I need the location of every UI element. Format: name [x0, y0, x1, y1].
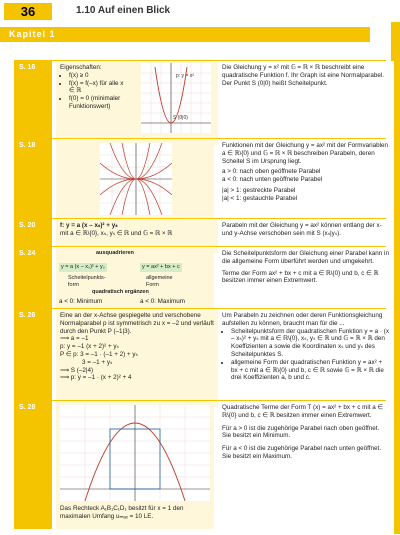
page-title: 1.10 Auf einen Blick [76, 5, 171, 16]
right-text: a > 0: nach oben geöffnete Parabel [222, 168, 321, 176]
right-text: Die Scheitelpunktsform der Gleichung einer Parabel kann in die allgemeine Form überführt werden und umgekehrt. [222, 250, 389, 265]
right-text: a < 0: nach unten geöffnete Parabel [222, 176, 323, 184]
right-text: Terme der Form ax² + bx + c mit a ∈ ℝ\{0} und b, c ∈ ℝ besitzen immer einen Extremwert. [222, 269, 379, 285]
rectangle-parabola-graph [60, 405, 210, 501]
summary-row [14, 400, 386, 529]
vertex-form-box: y = a (x – xₛ)² + yₛ [61, 264, 105, 270]
summary-row [14, 308, 390, 401]
diagram-label: ausquadrieren [96, 250, 134, 256]
left-text: p: y = –1 (x + 2)² + yₛ [60, 343, 119, 351]
bullet: • f(0) = 0 (minimaler Funktionswert) [69, 95, 124, 111]
left-text: ⟹ S (–2|4) [60, 366, 94, 374]
diagram-label: allgemeine Form [146, 275, 173, 288]
left-text: P ∈ p: 3 = –1 · (–1 + 2) + yₛ [60, 350, 138, 358]
left-text: f: y = a (x – xₛ)² + yₛ [60, 222, 118, 229]
normal-parabola-graph [141, 63, 211, 133]
right-text: Quadratische Terme der Form T (x) = ax² + bx + c mit a ∈ ℝ\{0} und b, c ∈ ℝ besitzen immer einen Extremwert. [222, 404, 384, 419]
section-ref: S. 24 [19, 250, 36, 257]
right-text: Die Gleichung y = x² mit 𝔾 = ℝ × ℝ beschreibt eine quadratische Funktion f. Ihr Graph ist eine Normalparabel. Der Punkt S (0|0) heißt Scheitelpunkt. [218, 61, 394, 145]
extremum-note: a < 0: Minimum [59, 298, 103, 305]
page-header [0, 0, 400, 22]
bullet: • f(x) = f(–x) für alle x ∈ ℝ [69, 80, 124, 96]
left-text: Das Rechteck A₁B₁C₁D₁ besitzt für x = 1 den maximalen Umfang uₘₐₓ = 10 LE. [60, 505, 184, 520]
page-number: 36 [4, 3, 52, 20]
section-ref: S. 18 [19, 142, 36, 149]
extremum-note: a < 0: Maximum [140, 298, 185, 305]
left-text: 3 = –1 + yₛ [82, 358, 113, 366]
diagram-label: Scheitelpunkts-form [68, 275, 106, 288]
right-text: Für a < 0 ist die zugehörige Parabel nach unten geöffnet. Sie besitzt ein Maximum. [222, 445, 381, 460]
right-text: |a| > 1: gestreckte Parabel [222, 186, 296, 194]
summary-row [14, 218, 386, 247]
right-text: |a| < 1: gestauchte Parabel [222, 194, 298, 202]
section-ref: S. 16 [19, 64, 36, 71]
left-text: Eine an der x-Achse gespiegelte und verschobene Normalparabel p ist symmetrisch zu x = –2 und verläuft durch den Punkt P (–1|3). [60, 312, 214, 335]
bullet: • Scheitelpunktsform der quadratischen Funktion y = a · (x – xₛ)² + yₛ mit a ∈ ℝ\{0}, xₛ, yₛ ∈ ℝ und 𝔾 = ℝ × ℝ den Koeffizienten a sowie die Koordinaten xₛ und yₛ des Scheitelpunktes S. [231, 328, 390, 359]
section-ref: S. 28 [19, 404, 36, 411]
graph-label: S (0|0) [173, 115, 188, 121]
right-text: Parabeln mit der Gleichung y = ax² können entlang der x- und y-Achse verschoben sein mit S (xₛ|yₛ). [218, 219, 394, 253]
right-text: Um Parabeln zu zeichnen oder deren Funktionsgleichung aufstellen zu können, braucht man für die ... [222, 312, 383, 327]
left-text: Eigenschaften: [60, 64, 102, 71]
general-form-box: y = ax² + bx + c [142, 264, 180, 270]
right-text: Funktionen mit der Gleichung y = ax² mit der Formvariablen a ∈ ℝ\{0} und 𝔾 = ℝ × ℝ beschreiben Parabeln, deren Scheitel S im Ursprung liegt. [222, 142, 389, 165]
bullet: • f(x) ≥ 0 [69, 72, 218, 80]
diagram-label: quadratisch ergänzen [92, 289, 149, 295]
left-text: ⟹ p: y = –1 · (x + 2)² + 4 [60, 374, 132, 382]
summary-row [14, 246, 389, 309]
left-text: mit a ∈ ℝ\{0}, xₛ, yₛ ∈ ℝ und 𝔾 = ℝ × ℝ [60, 229, 173, 237]
bullet: • allgemeine Form der quadratischen Funktion y = ax² + bx + c mit a ∈ ℝ\{0} und b, c ∈ ℝ sowie 𝔾 = ℝ × ℝ die drei Koeffizienten a, b und c. [231, 359, 390, 382]
section-ref: S. 20 [19, 222, 36, 229]
summary-row [14, 138, 389, 219]
summary-row [14, 60, 386, 139]
chapter-label: Kapitel 1 [9, 29, 56, 39]
parabola-family-graph [100, 143, 172, 215]
graph-label: p: y = x² [176, 73, 194, 79]
section-ref: S. 26 [19, 312, 36, 319]
chapter-bar [0, 27, 370, 42]
left-text: ⟹ a = –1 [60, 335, 89, 343]
right-text: Für a > 0 ist die zugehörige Parabel nach oben geöffnet. Sie besitzt ein Minimum. [222, 424, 380, 440]
